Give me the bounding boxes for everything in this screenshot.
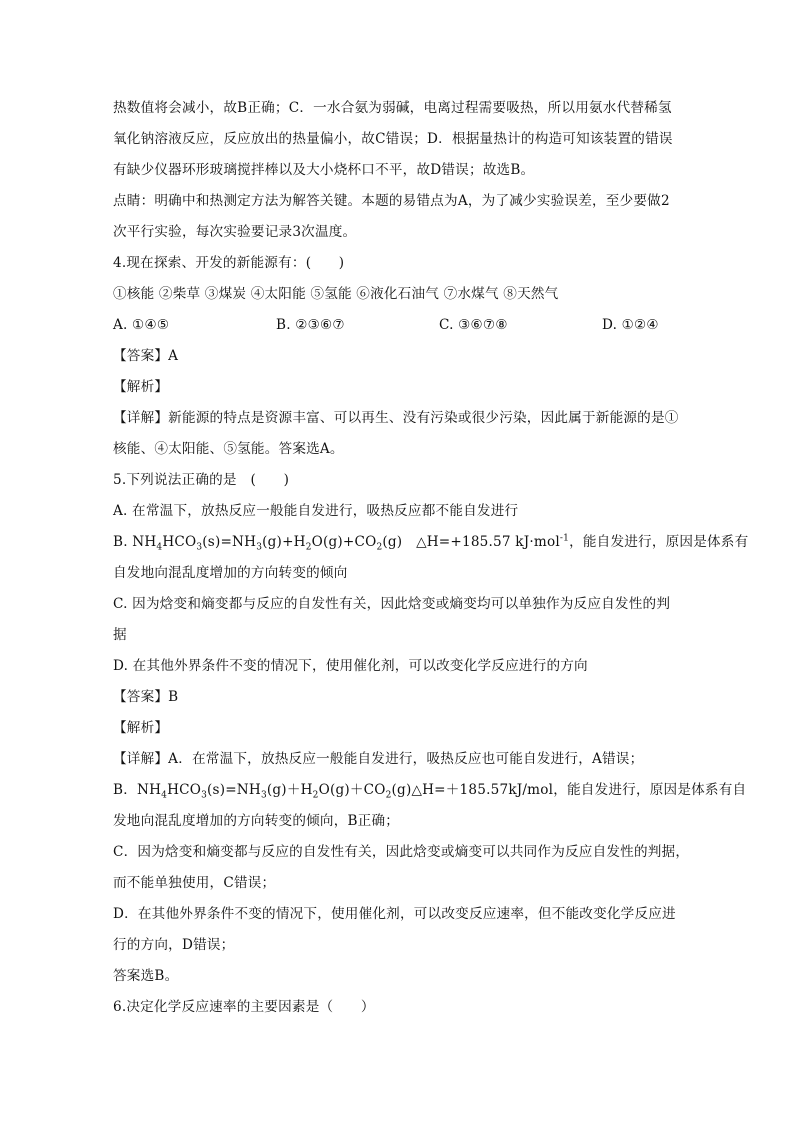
subscript: 2 (312, 790, 319, 801)
text-line: 核能、④太阳能、⑤氢能。答案选A。 (113, 441, 344, 457)
subscript: 2 (385, 790, 392, 801)
formula-part: HCO (162, 534, 197, 550)
formula-part: ，能自发进行，原因是体系有 (569, 534, 749, 550)
formula-part: O(g)+CO (311, 534, 377, 550)
answer-label: 【答案】B (113, 689, 179, 705)
option-a: A. ①④⑤ (113, 317, 170, 333)
text-line: 据 (113, 627, 127, 643)
text-line: 有缺少仪器环形玻璃搅拌棒以及大小烧杯口不平，故D错误；故选B。 (113, 162, 535, 178)
question-5-option-a: A. 在常温下，放热反应一般能自发进行，吸热反应都不能自发进行 (113, 503, 519, 519)
formula-part: (g) △H=+185.57 kJ·mol (382, 534, 560, 550)
text-line: 发地向混乱度增加的方向转变的倾向，B正确； (113, 813, 400, 829)
document-body (113, 93, 749, 1023)
formula-part: (g)＋H (266, 782, 313, 798)
text-line: 自发地向混乱度增加的方向转变的倾向 (113, 565, 348, 581)
subscript: 2 (376, 542, 383, 553)
question-4-stem: 4.现在探索、开发的新能源有：( ) (113, 255, 345, 271)
text-line: C．因为焓变和熵变都与反应的自发性有关，因此焓变或熵变可以共同作为反应自发性的判据， (113, 844, 690, 860)
superscript: -1 (559, 533, 570, 544)
question-5-stem: 5.下列说法正确的是 ( ) (113, 472, 290, 488)
question-5-option-b (113, 527, 749, 558)
text-line: 行的方向，D错误； (113, 937, 235, 953)
formula-part: B. NH (113, 534, 157, 550)
subscript: 3 (260, 790, 267, 801)
formula-part: (g)△H=＋185.57kJ/mol，能自发进行，原因是体系有自 (391, 782, 747, 798)
text-line: 次平行实验，每次实验要记录3次温度。 (113, 224, 357, 240)
text-line: 答案选B。 (113, 968, 179, 984)
question-4-items: ①核能 ②柴草 ③煤炭 ④太阳能 ⑤氢能 ⑥液化石油气 ⑦水煤气 ⑧天然气 (113, 286, 559, 302)
subscript: 2 (305, 542, 312, 553)
text-line: D．在其他外界条件不变的情况下，使用催化剂，可以改变反应速率，但不能改变化学反应进 (113, 906, 676, 922)
subscript: 4 (161, 790, 168, 801)
subscript: 3 (196, 542, 203, 553)
analysis-label: 【解析】 (113, 379, 169, 395)
text-line: 【详解】A．在常温下，放热反应一般能自发进行，吸热反应也可能自发进行，A错误； (113, 751, 644, 767)
subscript: 4 (156, 542, 163, 553)
option-b: B. ②③⑥⑦ (276, 317, 345, 333)
subscript: 3 (256, 542, 263, 553)
question-4-options (113, 310, 685, 341)
answer-label: 【答案】A (113, 348, 179, 364)
text-line: 氧化钠溶液反应，反应放出的热量偏小，故C错误；D．根据量热计的构造可知该装置的错误 (113, 131, 673, 147)
option-c: C. ③⑥⑦⑧ (439, 317, 508, 333)
formula-part: HCO (167, 782, 202, 798)
question-6-stem: 6.决定化学反应速率的主要因素是（ ） (113, 999, 375, 1015)
subscript: 3 (201, 790, 208, 801)
text-line: 【详解】新能源的特点是资源丰富、可以再生、没有污染或很少污染，因此属于新能源的是① (113, 410, 679, 426)
text-line: 热数值将会减小，故B正确；C．一水合氨为弱碱，电离过程需要吸热，所以用氨水代替稀氢 (113, 100, 672, 116)
text-line: 而不能单独使用，C错误； (113, 875, 276, 891)
explanation-b (113, 775, 747, 806)
option-d: D. ①②④ (602, 317, 659, 333)
formula-part: (s)=NH (202, 534, 257, 550)
formula-part: (g)+H (262, 534, 306, 550)
text-line: 点睛：明确中和热测定方法为解答关键。本题的易错点为A，为了减少实验误差，至少要做2 (113, 193, 670, 209)
formula-part: (s)=NH (207, 782, 261, 798)
formula-part: O(g)＋CO (318, 782, 386, 798)
question-5-option-d: D. 在其他外界条件不变的情况下，使用催化剂，可以改变化学反应进行的方向 (113, 658, 588, 674)
analysis-label: 【解析】 (113, 720, 169, 736)
formula-part: B．NH (113, 782, 162, 798)
question-5-option-c: C. 因为焓变和熵变都与反应的自发性有关，因此焓变或熵变均可以单独作为反应自发性的判 (113, 596, 671, 612)
